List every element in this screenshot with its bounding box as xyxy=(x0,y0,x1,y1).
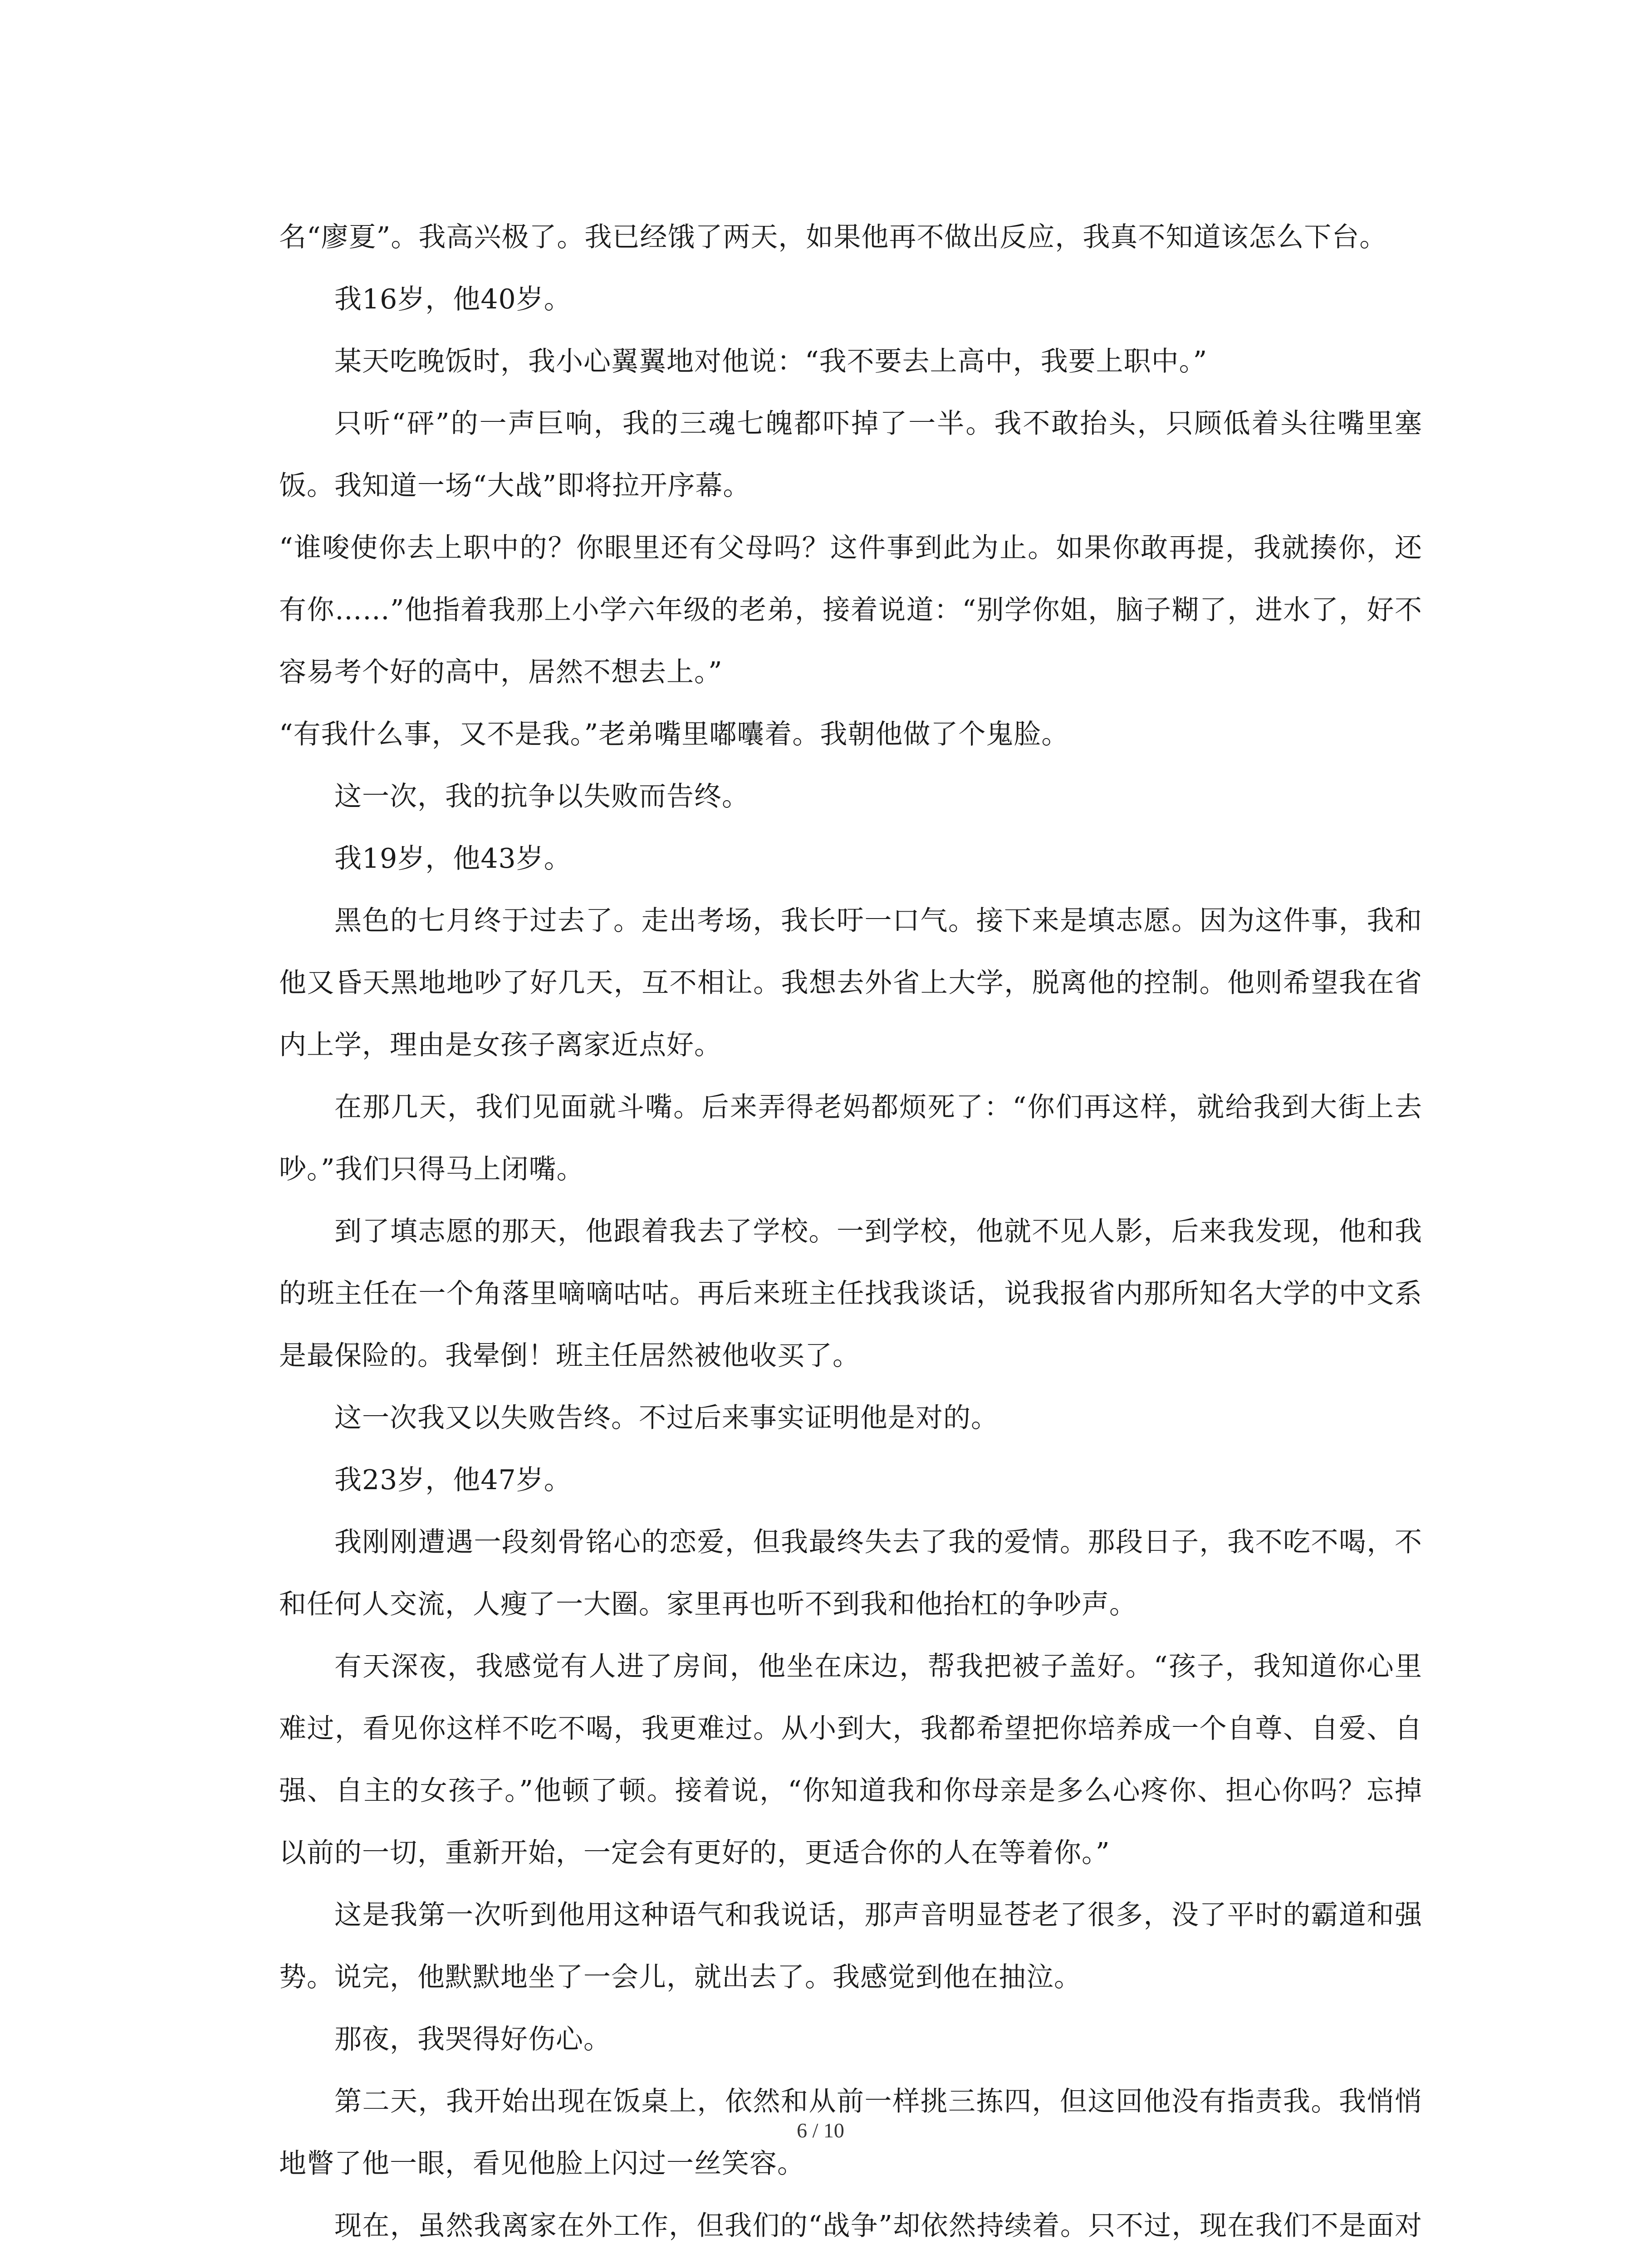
paragraph: 名“廖夏”。我高兴极了。我已经饿了两天，如果他再不做出反应，我真不知道该怎么下台。 xyxy=(279,221,1387,253)
paragraph: 我16岁，他40岁。 xyxy=(334,284,572,315)
paragraph: 这一次，我的抗争以失败而告终。 xyxy=(334,781,749,812)
paragraph: 我刚刚遭遇一段刻骨铭心的恋爱，但我最终失去了我的爱情。那段日子，我不吃不喝，不和任何人交流，人瘦了一大圈。家里再也听不到我和他抬杠的争吵声。 xyxy=(279,1526,1422,1620)
document-body xyxy=(279,206,1422,2268)
paragraph: 现在，虽然我离家在外工作，但我们的“战争”却依然持续着。只不过，现在我们不是面对 xyxy=(334,2210,1422,2242)
paragraph: 有天深夜，我感觉有人进了房间，他坐在床边，帮我把被子盖好。“孩子，我知道你心里难过，看见你这样不吃不喝，我更难过。从小到大，我都希望把你培养成一个自尊、自爱、自强、自主的女孩子。”他顿了顿。接着说，“你知道我和你母亲是多么心疼你、担心你吗？忘掉以前的一切，重新开始，一定会有更好的，更适合你的人在等着你。” xyxy=(279,1651,1422,1869)
paragraph: “有我什么事，又不是我。”老弟嘴里嘟囔着。我朝他做了个鬼脸。 xyxy=(279,719,1069,750)
paragraph: 第二天，我开始出现在饭桌上，依然和从前一样挑三拣四，但这回他没有指责我。我悄悄地瞥了他一眼，看见他脸上闪过一丝笑容。 xyxy=(279,2086,1422,2180)
paragraph: 我23岁，他47岁。 xyxy=(334,1464,572,1496)
paragraph: 黑色的七月终于过去了。走出考场，我长吁一口气。接下来是填志愿。因为这件事，我和他又昏天黑地地吵了好几天，互不相让。我想去外省上大学，脱离他的控制。他则希望我在省内上学，理由是女孩子离家近点好。 xyxy=(279,905,1422,1061)
paragraph: 只听“砰”的一声巨响，我的三魂七魄都吓掉了一半。我不敢抬头，只顾低着头往嘴里塞饭。我知道一场“大战”即将拉开序幕。 xyxy=(279,408,1422,502)
paragraph: 我19岁，他43岁。 xyxy=(334,843,572,875)
paragraph: 这一次我又以失败告终。不过后来事实证明他是对的。 xyxy=(334,1402,999,1434)
paragraph: 某天吃晚饭时，我小心翼翼地对他说：“我不要去上高中，我要上职中。” xyxy=(334,346,1208,377)
paragraph: “谁唆使你去上职中的？你眼里还有父母吗？这件事到此为止。如果你敢再提，我就揍你，还有你……”他指着我那上小学六年级的老弟，接着说道：“别学你姐，脑子糊了，进水了，好不容易考个好的高中，居然不想去上。” xyxy=(279,532,1422,688)
page-number: 6 / 10 xyxy=(797,2119,844,2142)
paragraph: 那夜，我哭得好伤心。 xyxy=(334,2024,611,2055)
paragraph: 这是我第一次听到他用这种语气和我说话，那声音明显苍老了很多，没了平时的霸道和强势。说完，他默默地坐了一会儿，就出去了。我感觉到他在抽泣。 xyxy=(279,1899,1422,1993)
paragraph: 到了填志愿的那天，他跟着我去了学校。一到学校，他就不见人影，后来我发现，他和我的班主任在一个角落里嘀嘀咕咕。再后来班主任找我谈话，说我报省内那所知名大学的中文系是最保险的。我晕倒！班主任居然被他收买了。 xyxy=(279,1216,1422,1372)
paragraph: 在那几天，我们见面就斗嘴。后来弄得老妈都烦死了：“你们再这样，就给我到大街上去吵。”我们只得马上闭嘴。 xyxy=(279,1091,1422,1185)
